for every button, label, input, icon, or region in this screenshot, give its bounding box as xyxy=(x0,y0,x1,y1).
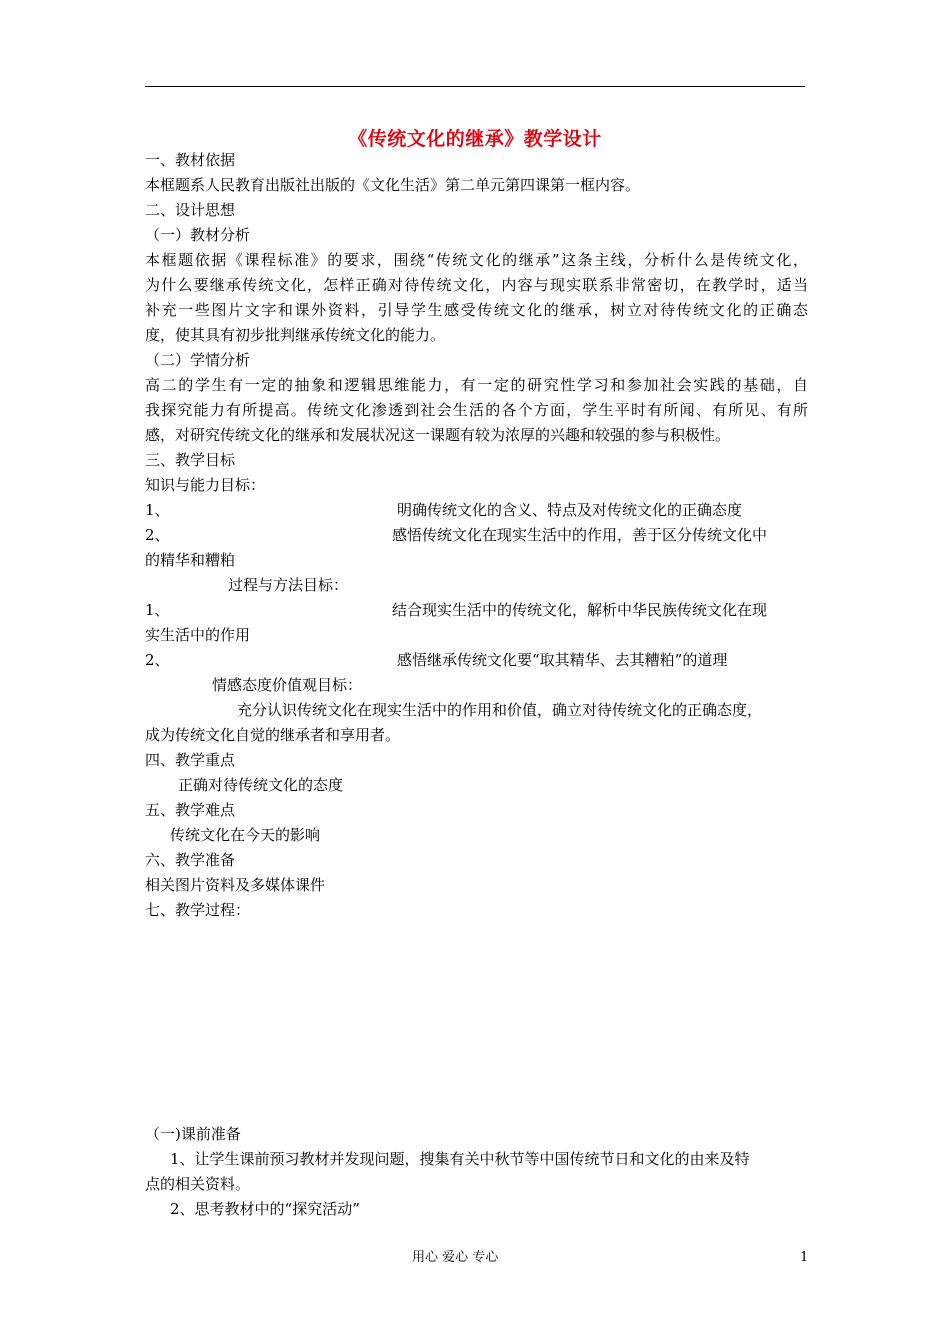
paragraph-line: 本框题依据《课程标准》的要求，围绕“传统文化的继承”这条主线，分析什么是传统文化， xyxy=(145,251,808,269)
paragraph-line: 为什么要继承传统文化，怎样正确对待传统文化，内容与现实联系非常密切，在教学时，适当 xyxy=(145,276,808,294)
subsection-student-analysis: （二）学情分析 xyxy=(145,351,251,369)
goal-number: 2、 xyxy=(145,526,170,544)
prep-item-1-continued: 点的相关资料。 xyxy=(145,1175,251,1193)
section-2-heading: 二、设计思想 xyxy=(145,201,236,219)
paragraph-line: 我探究能力有所提高。传统文化渗透到社会生活的各个方面，学生平时有所闻、有所见、有所 xyxy=(145,401,808,419)
subsection-textbook-analysis: （一）教材分析 xyxy=(145,226,251,244)
paragraph-line: 补充一些图片文字和课外资料，引导学生感受传统文化的继承，树立对待传统文化的正确态 xyxy=(145,301,808,319)
paragraph-line: 感，对研究传统文化的继承和发展状况这一课题有较为浓厚的兴趣和较强的参与积极性。 xyxy=(145,426,731,444)
footer-motto: 用心 爱心 专心 xyxy=(412,1250,499,1265)
section-4-text: 正确对待传统文化的态度 xyxy=(178,776,344,794)
section-1-heading: 一、教材依据 xyxy=(145,151,236,169)
goal-text-continued: 实生活中的作用 xyxy=(145,626,251,644)
section-6-text: 相关图片资料及多媒体课件 xyxy=(145,876,326,894)
paragraph-line: 高二的学生有一定的抽象和逻辑思维能力，有一定的研究性学习和参加社会实践的基础，自 xyxy=(145,376,808,394)
section-7-heading: 七、教学过程： xyxy=(145,901,251,919)
goal-text: 结合现实生活中的传统文化，解析中华民族传统文化在现 xyxy=(392,601,768,619)
goal-number: 2、 xyxy=(145,651,170,669)
paragraph-line: 度，使其具有初步批判继承传统文化的能力。 xyxy=(145,326,446,344)
goal-number: 1、 xyxy=(145,601,170,619)
goal-number: 1、 xyxy=(145,501,170,519)
section-3-heading: 三、教学目标 xyxy=(145,451,236,469)
prep-heading: （一)课前准备 xyxy=(145,1125,241,1143)
goal-text-continued: 的精华和糟粕 xyxy=(145,551,236,569)
process-goals-label: 过程与方法目标： xyxy=(228,576,349,594)
section-4-heading: 四、教学重点 xyxy=(145,751,236,769)
emotion-goals-label: 情感态度价值观目标： xyxy=(212,676,363,694)
prep-item-2: 2、思考教材中的“探究活动” xyxy=(170,1200,360,1218)
goal-text: 充分认识传统文化在现实生活中的作用和价值，确立对待传统文化的正确态度， xyxy=(237,701,763,719)
section-5-heading: 五、教学难点 xyxy=(145,801,236,819)
page-number: 1 xyxy=(800,1250,809,1265)
document-title: 《传统文化的继承》教学设计 xyxy=(348,128,602,150)
section-6-heading: 六、教学准备 xyxy=(145,851,236,869)
goal-text-continued: 成为传统文化自觉的继承者和享用者。 xyxy=(145,726,401,744)
section-5-text: 传统文化在今天的影响 xyxy=(170,826,321,844)
goal-text: 感悟继承传统文化要“取其精华、去其糟粕”的道理 xyxy=(397,651,728,669)
goal-text: 明确传统文化的含义、特点及对传统文化的正确态度 xyxy=(397,501,743,519)
knowledge-goals-label: 知识与能力目标： xyxy=(145,476,266,494)
section-1-text: 本框题系人民教育出版社出版的《文化生活》第二单元第四课第一框内容。 xyxy=(145,176,641,194)
header-rule xyxy=(145,86,805,87)
goal-text: 感悟传统文化在现实生活中的作用，善于区分传统文化中 xyxy=(392,526,768,544)
prep-item-1: 1、让学生课前预习教材并发现问题，搜集有关中秋节等中国传统节日和文化的由来及特 xyxy=(170,1150,750,1168)
